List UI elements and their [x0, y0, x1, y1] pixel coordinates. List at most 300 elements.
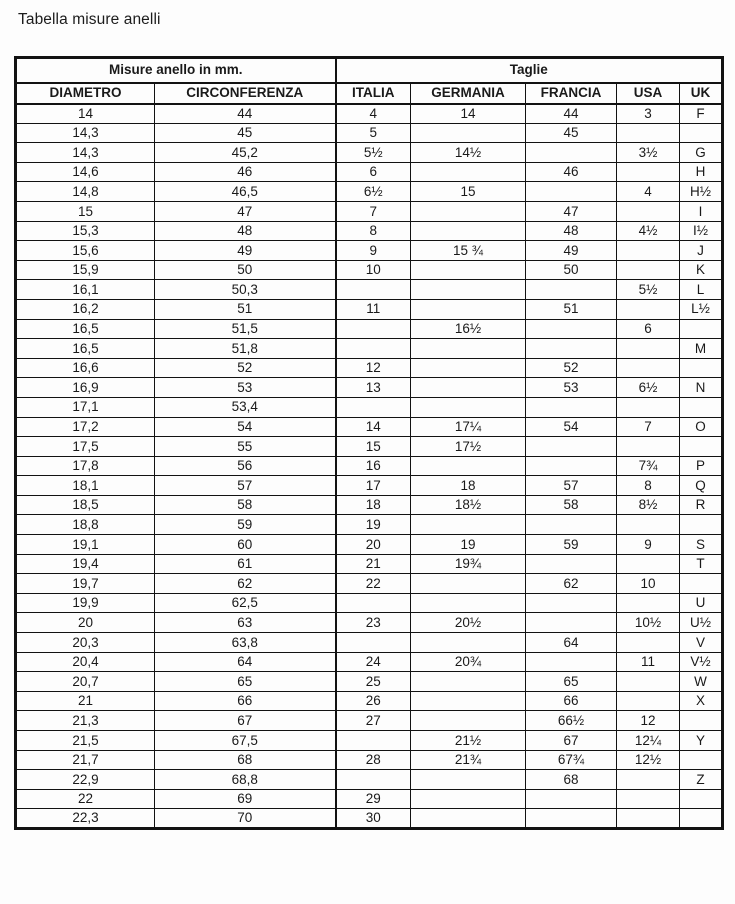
cell-francia: 67¾ [526, 750, 617, 770]
cell-diametro: 21,5 [16, 731, 155, 751]
cell-italia [336, 339, 411, 359]
cell-circonferenza: 58 [155, 495, 336, 515]
cell-italia: 13 [336, 378, 411, 398]
cell-germania: 17½ [411, 437, 526, 457]
cell-uk: T [680, 554, 723, 574]
cell-diametro: 21,7 [16, 750, 155, 770]
cell-usa: 11 [617, 652, 680, 672]
cell-francia: 65 [526, 672, 617, 692]
table-row [16, 770, 723, 790]
cell-diametro: 17,5 [16, 437, 155, 457]
cell-germania: 21¾ [411, 750, 526, 770]
cell-usa: 3½ [617, 143, 680, 163]
cell-italia: 9 [336, 241, 411, 261]
cell-uk: G [680, 143, 723, 163]
cell-francia: 51 [526, 299, 617, 319]
cell-germania [411, 633, 526, 653]
cell-circonferenza: 51 [155, 299, 336, 319]
cell-germania [411, 299, 526, 319]
table-row [16, 397, 723, 417]
cell-uk [680, 789, 723, 809]
cell-germania [411, 162, 526, 182]
cell-diametro: 17,1 [16, 397, 155, 417]
cell-circonferenza: 50 [155, 260, 336, 280]
cell-uk [680, 123, 723, 143]
column-header-circonferenza: CIRCONFERENZA [155, 83, 336, 104]
group-header-row [16, 58, 723, 83]
cell-italia: 26 [336, 691, 411, 711]
cell-italia: 6 [336, 162, 411, 182]
table-row [16, 241, 723, 261]
cell-francia [526, 789, 617, 809]
cell-usa: 8 [617, 476, 680, 496]
cell-uk: N [680, 378, 723, 398]
cell-italia [336, 731, 411, 751]
cell-uk: I [680, 201, 723, 221]
cell-germania: 14½ [411, 143, 526, 163]
cell-diametro: 20,7 [16, 672, 155, 692]
cell-germania: 20¾ [411, 652, 526, 672]
table-row [16, 633, 723, 653]
cell-francia [526, 280, 617, 300]
cell-italia: 23 [336, 613, 411, 633]
cell-italia: 8 [336, 221, 411, 241]
cell-uk [680, 515, 723, 535]
cell-germania [411, 221, 526, 241]
table-row [16, 437, 723, 457]
cell-italia [336, 593, 411, 613]
cell-italia: 4 [336, 104, 411, 124]
cell-italia: 20 [336, 535, 411, 555]
cell-uk: V [680, 633, 723, 653]
cell-circonferenza: 45 [155, 123, 336, 143]
cell-circonferenza: 62,5 [155, 593, 336, 613]
cell-uk [680, 397, 723, 417]
cell-francia [526, 613, 617, 633]
cell-uk: S [680, 535, 723, 555]
cell-diametro: 19,4 [16, 554, 155, 574]
cell-diametro: 22 [16, 789, 155, 809]
cell-diametro: 16,5 [16, 319, 155, 339]
cell-italia: 21 [336, 554, 411, 574]
cell-diametro: 15,3 [16, 221, 155, 241]
cell-uk: R [680, 495, 723, 515]
cell-uk: Q [680, 476, 723, 496]
table-row [16, 358, 723, 378]
cell-italia: 7 [336, 201, 411, 221]
table-row [16, 378, 723, 398]
table-row [16, 417, 723, 437]
cell-germania: 20½ [411, 613, 526, 633]
table-row [16, 691, 723, 711]
cell-francia: 67 [526, 731, 617, 751]
cell-uk: V½ [680, 652, 723, 672]
cell-usa: 4½ [617, 221, 680, 241]
cell-francia: 44 [526, 104, 617, 124]
cell-italia: 22 [336, 574, 411, 594]
cell-usa: 10 [617, 574, 680, 594]
cell-germania [411, 809, 526, 829]
cell-germania: 15 ¾ [411, 241, 526, 261]
cell-italia: 12 [336, 358, 411, 378]
cell-italia: 24 [336, 652, 411, 672]
cell-germania: 21½ [411, 731, 526, 751]
cell-italia: 5 [336, 123, 411, 143]
cell-italia [336, 633, 411, 653]
cell-germania [411, 123, 526, 143]
cell-francia: 50 [526, 260, 617, 280]
cell-usa: 12¼ [617, 731, 680, 751]
table-row [16, 260, 723, 280]
cell-circonferenza: 46,5 [155, 182, 336, 202]
cell-francia [526, 515, 617, 535]
cell-diametro: 18,1 [16, 476, 155, 496]
cell-francia [526, 397, 617, 417]
cell-diametro: 16,1 [16, 280, 155, 300]
cell-diametro: 15 [16, 201, 155, 221]
table-row [16, 299, 723, 319]
cell-germania [411, 456, 526, 476]
cell-circonferenza: 53,4 [155, 397, 336, 417]
cell-usa [617, 201, 680, 221]
cell-francia: 53 [526, 378, 617, 398]
cell-circonferenza: 47 [155, 201, 336, 221]
table-row [16, 731, 723, 751]
column-header-italia: ITALIA [336, 83, 411, 104]
column-header-francia: FRANCIA [526, 83, 617, 104]
cell-diametro: 15,6 [16, 241, 155, 261]
cell-francia [526, 809, 617, 829]
cell-usa [617, 691, 680, 711]
cell-circonferenza: 54 [155, 417, 336, 437]
cell-francia [526, 652, 617, 672]
cell-diametro: 19,1 [16, 535, 155, 555]
cell-usa: 8½ [617, 495, 680, 515]
cell-diametro: 17,2 [16, 417, 155, 437]
cell-circonferenza: 60 [155, 535, 336, 555]
cell-uk: X [680, 691, 723, 711]
cell-diametro: 16,2 [16, 299, 155, 319]
cell-usa [617, 770, 680, 790]
table-header [16, 58, 723, 104]
table-row [16, 319, 723, 339]
cell-francia: 68 [526, 770, 617, 790]
cell-germania: 14 [411, 104, 526, 124]
cell-usa: 4 [617, 182, 680, 202]
cell-italia: 25 [336, 672, 411, 692]
cell-uk [680, 437, 723, 457]
cell-circonferenza: 66 [155, 691, 336, 711]
cell-diametro: 22,3 [16, 809, 155, 829]
cell-diametro: 21,3 [16, 711, 155, 731]
cell-circonferenza: 45,2 [155, 143, 336, 163]
cell-uk: H [680, 162, 723, 182]
cell-circonferenza: 55 [155, 437, 336, 457]
cell-francia [526, 593, 617, 613]
cell-germania [411, 339, 526, 359]
cell-circonferenza: 48 [155, 221, 336, 241]
cell-uk: K [680, 260, 723, 280]
cell-uk: H½ [680, 182, 723, 202]
cell-germania [411, 770, 526, 790]
cell-germania [411, 358, 526, 378]
cell-germania: 15 [411, 182, 526, 202]
cell-circonferenza: 64 [155, 652, 336, 672]
cell-germania: 19¾ [411, 554, 526, 574]
cell-circonferenza: 46 [155, 162, 336, 182]
cell-usa: 10½ [617, 613, 680, 633]
table-body [16, 104, 723, 829]
cell-francia: 45 [526, 123, 617, 143]
cell-usa [617, 515, 680, 535]
cell-circonferenza: 70 [155, 809, 336, 829]
cell-uk [680, 809, 723, 829]
cell-uk [680, 574, 723, 594]
table-row [16, 535, 723, 555]
cell-circonferenza: 63,8 [155, 633, 336, 653]
table-row [16, 554, 723, 574]
cell-germania: 16½ [411, 319, 526, 339]
cell-francia: 58 [526, 495, 617, 515]
cell-uk: U [680, 593, 723, 613]
group-header: Taglie [336, 58, 723, 83]
cell-usa [617, 162, 680, 182]
cell-germania [411, 201, 526, 221]
table-row [16, 750, 723, 770]
cell-francia: 48 [526, 221, 617, 241]
cell-diametro: 19,7 [16, 574, 155, 594]
column-header-uk: UK [680, 83, 723, 104]
cell-usa [617, 339, 680, 359]
cell-francia [526, 319, 617, 339]
cell-usa: 5½ [617, 280, 680, 300]
table-row [16, 495, 723, 515]
cell-uk [680, 750, 723, 770]
cell-circonferenza: 68 [155, 750, 336, 770]
cell-diametro: 19,9 [16, 593, 155, 613]
cell-circonferenza: 65 [155, 672, 336, 692]
table-row [16, 221, 723, 241]
cell-diametro: 14 [16, 104, 155, 124]
cell-italia [336, 397, 411, 417]
cell-circonferenza: 56 [155, 456, 336, 476]
cell-germania [411, 378, 526, 398]
cell-francia: 66 [526, 691, 617, 711]
table-row [16, 672, 723, 692]
cell-francia: 62 [526, 574, 617, 594]
cell-diametro: 14,3 [16, 143, 155, 163]
cell-diametro: 21 [16, 691, 155, 711]
cell-circonferenza: 67 [155, 711, 336, 731]
column-header-usa: USA [617, 83, 680, 104]
cell-circonferenza: 69 [155, 789, 336, 809]
table-row [16, 456, 723, 476]
cell-uk: M [680, 339, 723, 359]
cell-circonferenza: 63 [155, 613, 336, 633]
table-row [16, 476, 723, 496]
cell-italia: 30 [336, 809, 411, 829]
cell-francia [526, 339, 617, 359]
cell-usa: 6½ [617, 378, 680, 398]
table-row [16, 201, 723, 221]
cell-diametro: 16,6 [16, 358, 155, 378]
cell-circonferenza: 57 [155, 476, 336, 496]
table-row [16, 574, 723, 594]
cell-usa [617, 789, 680, 809]
cell-francia: 49 [526, 241, 617, 261]
cell-diametro: 14,8 [16, 182, 155, 202]
cell-usa: 9 [617, 535, 680, 555]
cell-italia: 10 [336, 260, 411, 280]
cell-germania [411, 593, 526, 613]
cell-usa: 12½ [617, 750, 680, 770]
cell-germania [411, 397, 526, 417]
cell-francia [526, 456, 617, 476]
cell-italia [336, 319, 411, 339]
cell-usa [617, 123, 680, 143]
cell-circonferenza: 52 [155, 358, 336, 378]
table-row [16, 613, 723, 633]
column-header-germania: GERMANIA [411, 83, 526, 104]
table-row [16, 280, 723, 300]
cell-germania [411, 789, 526, 809]
cell-usa [617, 299, 680, 319]
cell-italia: 27 [336, 711, 411, 731]
cell-circonferenza: 67,5 [155, 731, 336, 751]
page-title: Tabella misure anelli [18, 11, 161, 28]
cell-italia: 19 [336, 515, 411, 535]
cell-francia: 47 [526, 201, 617, 221]
cell-usa [617, 672, 680, 692]
cell-uk: L [680, 280, 723, 300]
cell-diametro: 17,8 [16, 456, 155, 476]
cell-germania [411, 280, 526, 300]
cell-italia: 6½ [336, 182, 411, 202]
cell-usa [617, 437, 680, 457]
table-row [16, 123, 723, 143]
cell-usa [617, 809, 680, 829]
cell-francia: 54 [526, 417, 617, 437]
cell-diametro: 16,9 [16, 378, 155, 398]
cell-usa: 3 [617, 104, 680, 124]
cell-uk: U½ [680, 613, 723, 633]
cell-germania [411, 691, 526, 711]
table-row [16, 162, 723, 182]
cell-usa: 12 [617, 711, 680, 731]
cell-italia: 17 [336, 476, 411, 496]
cell-diametro: 14,6 [16, 162, 155, 182]
cell-usa [617, 358, 680, 378]
table-row [16, 711, 723, 731]
cell-circonferenza: 62 [155, 574, 336, 594]
cell-diametro: 16,5 [16, 339, 155, 359]
group-header: Misure anello in mm. [16, 58, 336, 83]
cell-francia [526, 182, 617, 202]
cell-francia: 59 [526, 535, 617, 555]
cell-diametro: 20,3 [16, 633, 155, 653]
cell-germania [411, 260, 526, 280]
table-row [16, 104, 723, 124]
cell-diametro: 22,9 [16, 770, 155, 790]
cell-circonferenza: 49 [155, 241, 336, 261]
cell-italia: 16 [336, 456, 411, 476]
cell-diametro: 15,9 [16, 260, 155, 280]
ring-size-table [14, 56, 724, 830]
cell-diametro: 20 [16, 613, 155, 633]
table-row [16, 182, 723, 202]
cell-germania: 17¼ [411, 417, 526, 437]
cell-italia: 14 [336, 417, 411, 437]
table-row [16, 143, 723, 163]
cell-diametro: 14,3 [16, 123, 155, 143]
cell-usa [617, 397, 680, 417]
cell-italia [336, 770, 411, 790]
cell-germania: 18 [411, 476, 526, 496]
cell-francia: 66½ [526, 711, 617, 731]
cell-usa: 6 [617, 319, 680, 339]
cell-circonferenza: 51,8 [155, 339, 336, 359]
cell-germania [411, 711, 526, 731]
cell-francia [526, 554, 617, 574]
cell-uk: L½ [680, 299, 723, 319]
cell-germania: 19 [411, 535, 526, 555]
table-row [16, 593, 723, 613]
cell-italia: 15 [336, 437, 411, 457]
table-row [16, 652, 723, 672]
cell-italia [336, 280, 411, 300]
cell-italia: 5½ [336, 143, 411, 163]
cell-usa [617, 260, 680, 280]
cell-usa [617, 554, 680, 574]
cell-circonferenza: 51,5 [155, 319, 336, 339]
cell-circonferenza: 68,8 [155, 770, 336, 790]
cell-usa [617, 241, 680, 261]
cell-uk [680, 319, 723, 339]
cell-usa: 7¾ [617, 456, 680, 476]
cell-francia [526, 143, 617, 163]
cell-diametro: 18,5 [16, 495, 155, 515]
table-row [16, 515, 723, 535]
cell-uk: Y [680, 731, 723, 751]
cell-circonferenza: 44 [155, 104, 336, 124]
cell-usa: 7 [617, 417, 680, 437]
cell-uk: Z [680, 770, 723, 790]
cell-germania [411, 672, 526, 692]
table-row [16, 809, 723, 829]
cell-circonferenza: 53 [155, 378, 336, 398]
cell-uk: O [680, 417, 723, 437]
column-header-row [16, 83, 723, 104]
cell-uk: F [680, 104, 723, 124]
cell-francia: 46 [526, 162, 617, 182]
cell-uk: W [680, 672, 723, 692]
cell-uk [680, 711, 723, 731]
cell-germania [411, 574, 526, 594]
cell-uk [680, 358, 723, 378]
cell-uk: P [680, 456, 723, 476]
cell-francia: 64 [526, 633, 617, 653]
cell-germania [411, 515, 526, 535]
cell-francia [526, 437, 617, 457]
cell-italia: 29 [336, 789, 411, 809]
cell-francia: 57 [526, 476, 617, 496]
cell-italia: 28 [336, 750, 411, 770]
cell-circonferenza: 59 [155, 515, 336, 535]
table-row [16, 339, 723, 359]
cell-italia: 18 [336, 495, 411, 515]
column-header-diametro: DIAMETRO [16, 83, 155, 104]
cell-diametro: 20,4 [16, 652, 155, 672]
